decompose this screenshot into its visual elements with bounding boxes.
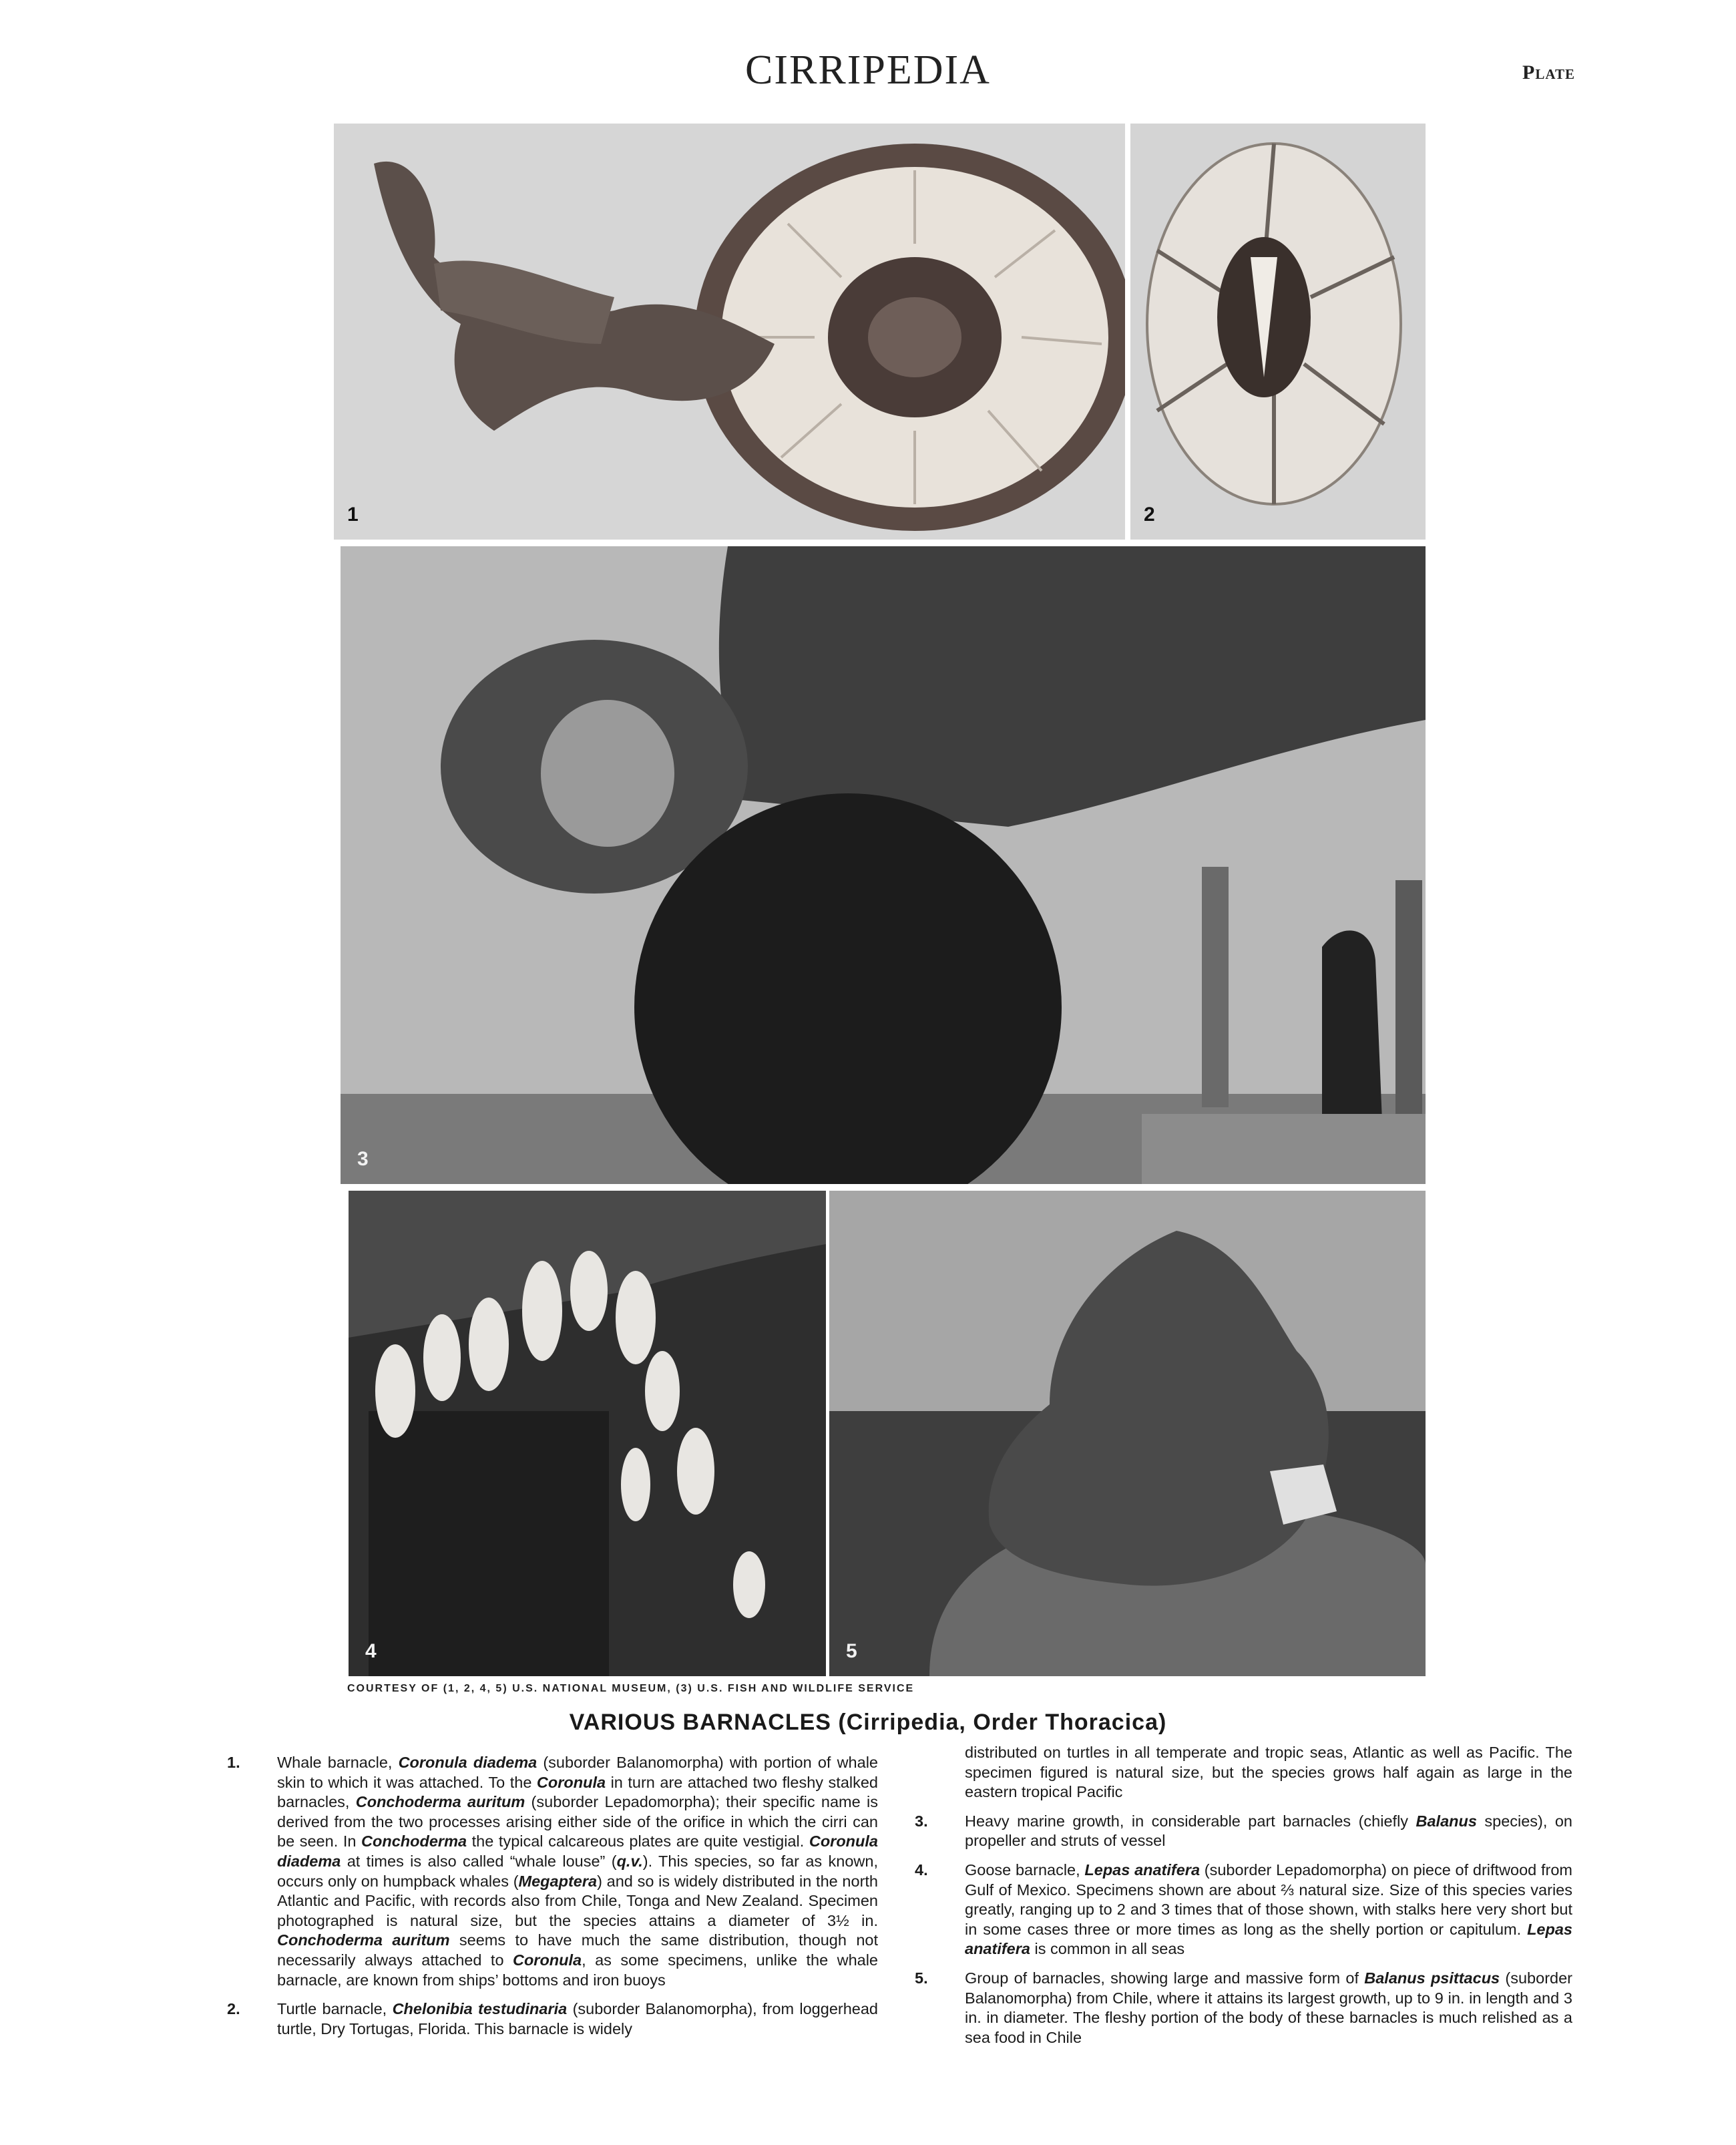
caption-text: the typical calcareous plates are quite vestigial. bbox=[467, 1832, 809, 1850]
photo-credit: COURTESY OF (1, 2, 4, 5) U.S. NATIONAL MUSEUM, (3) U.S. FISH AND WILDLIFE SERVICE bbox=[347, 1683, 915, 1694]
photo-5-balanus-group bbox=[829, 1191, 1426, 1676]
caption-text: seems to have much the same distribution, though not necessarily always attached to bbox=[277, 1931, 878, 1969]
photo-5-number: 5 bbox=[846, 1640, 857, 1662]
caption-text: Group of barnacles, showing large and massive form of bbox=[965, 1969, 1365, 1987]
species-name: Conchoderma auritum bbox=[355, 1793, 525, 1811]
cross-reference: q.v. bbox=[616, 1852, 643, 1870]
species-name: Coronula diadema bbox=[398, 1754, 537, 1771]
caption-text: at times is also called “whale louse” ( bbox=[341, 1852, 617, 1870]
plate-label: Plate bbox=[1522, 61, 1575, 83]
species-name: Coronula bbox=[536, 1773, 606, 1791]
species-name: Lepas anatifera bbox=[1084, 1861, 1201, 1879]
caption-item-1 bbox=[227, 1753, 878, 1990]
caption-column-left bbox=[227, 1753, 878, 2048]
caption-text: species), on propeller and struts of vessel bbox=[965, 1812, 1573, 1850]
photo-2-illustration bbox=[1130, 124, 1426, 540]
photo-5-illustration bbox=[829, 1191, 1426, 1676]
species-name: Balanus psittacus bbox=[1364, 1969, 1500, 1987]
caption-text: is common in all seas bbox=[1030, 1940, 1185, 1958]
species-name: Megaptera bbox=[518, 1872, 598, 1890]
species-name: Chelonibia testudinaria bbox=[392, 2000, 568, 2018]
photo-1-whale-barnacle bbox=[334, 124, 1125, 540]
photo-1-number: 1 bbox=[347, 504, 359, 526]
caption-heading: VARIOUS BARNACLES (Cirripedia, Order Thoracica) bbox=[569, 1710, 1167, 1735]
species-name: Lepas anatifera bbox=[965, 1920, 1572, 1958]
species-name: Conchoderma bbox=[361, 1832, 467, 1850]
caption-item-4 bbox=[915, 1861, 1572, 1959]
caption-text: ). This species, so far as known, occurs only on humpback whales ( bbox=[277, 1852, 879, 1890]
photo-4-number: 4 bbox=[365, 1640, 377, 1662]
caption-number: 2. bbox=[227, 2000, 240, 2018]
species-name: Coronula diadema bbox=[277, 1832, 878, 1870]
photo-2-turtle-barnacle bbox=[1130, 124, 1426, 540]
photo-2-number: 2 bbox=[1144, 504, 1155, 526]
photo-3-propeller-growth bbox=[341, 546, 1426, 1184]
caption-number: 4. bbox=[915, 1861, 928, 1879]
caption-text: Whale barnacle, bbox=[277, 1754, 399, 1771]
photo-4-illustration bbox=[349, 1191, 826, 1676]
caption-text: (suborder Balanomorpha), from loggerhead turtle, Dry Tortugas, Florida. This barnacle is widely bbox=[277, 2000, 878, 2037]
caption-text: (suborder Lepadomorpha); their specific name is derived from the two processes arising either side of the orifice in which the cirri can be seen. In bbox=[277, 1793, 878, 1850]
species-name: Conchoderma auritum bbox=[277, 1931, 450, 1949]
caption-number: 3. bbox=[915, 1812, 928, 1830]
caption-text: , as some specimens, unlike the whale barnacle, are known from ships’ bottoms and iron buoys bbox=[277, 1951, 878, 1989]
caption-column-right bbox=[915, 1743, 1572, 2057]
caption-text: (suborder Lepadomorpha) on piece of driftwood from Gulf of Mexico. Specimens shown are about ⅔ natural size. Size of this species varies greatly, ranging up to 2 and 3 times that of those shown, with stalks here very short but in some cases three or more times as long as the shelly portion or capitulum. bbox=[965, 1861, 1572, 1938]
species-name: Coronula bbox=[512, 1951, 582, 1969]
species-name: Balanus bbox=[1416, 1812, 1477, 1830]
page-title: CIRRIPEDIA bbox=[745, 47, 991, 93]
photo-3-number: 3 bbox=[357, 1148, 369, 1170]
caption-text: Turtle barnacle, bbox=[277, 2000, 393, 2018]
caption-text: Heavy marine growth, in considerable part barnacles (chiefly bbox=[965, 1812, 1416, 1830]
caption-number: 1. bbox=[227, 1754, 240, 1771]
photo-1-illustration bbox=[334, 124, 1125, 540]
caption-item-2 bbox=[227, 1999, 878, 2039]
caption-item-5 bbox=[915, 1969, 1572, 2048]
photo-4-goose-barnacles bbox=[349, 1191, 826, 1676]
caption-item-3 bbox=[915, 1812, 1572, 1851]
caption-text: in turn are attached two fleshy stalked barnacles, bbox=[277, 1773, 878, 1811]
photo-3-illustration bbox=[341, 546, 1426, 1184]
caption-text: (suborder Balanomorpha) with portion of whale skin to which it was attached. To the bbox=[277, 1754, 878, 1791]
caption-text: (suborder Balanomorpha) from Chile, where it attains its largest growth, up to 9 in. in length and 3 in. in diameter. The fleshy portion of the body of these barnacles is much relished as a sea food in Chile bbox=[965, 1969, 1572, 2046]
caption-text: ) and so is widely distributed in the north Atlantic and Pacific, with records also from Chile, Tonga and New Zealand. Specimen photographed is natural size, but the species attains a diameter of 3½ in. bbox=[277, 1872, 878, 1929]
caption-text: Goose barnacle, bbox=[965, 1861, 1085, 1879]
caption-item-2-continued: distributed on turtles in all temperate and tropic seas, Atlantic as well as Pacific. The specimen figured is natural size, but the species grows half again as large in the eastern tropical Pacific bbox=[965, 1744, 1572, 1801]
caption-number: 5. bbox=[915, 1969, 928, 1987]
